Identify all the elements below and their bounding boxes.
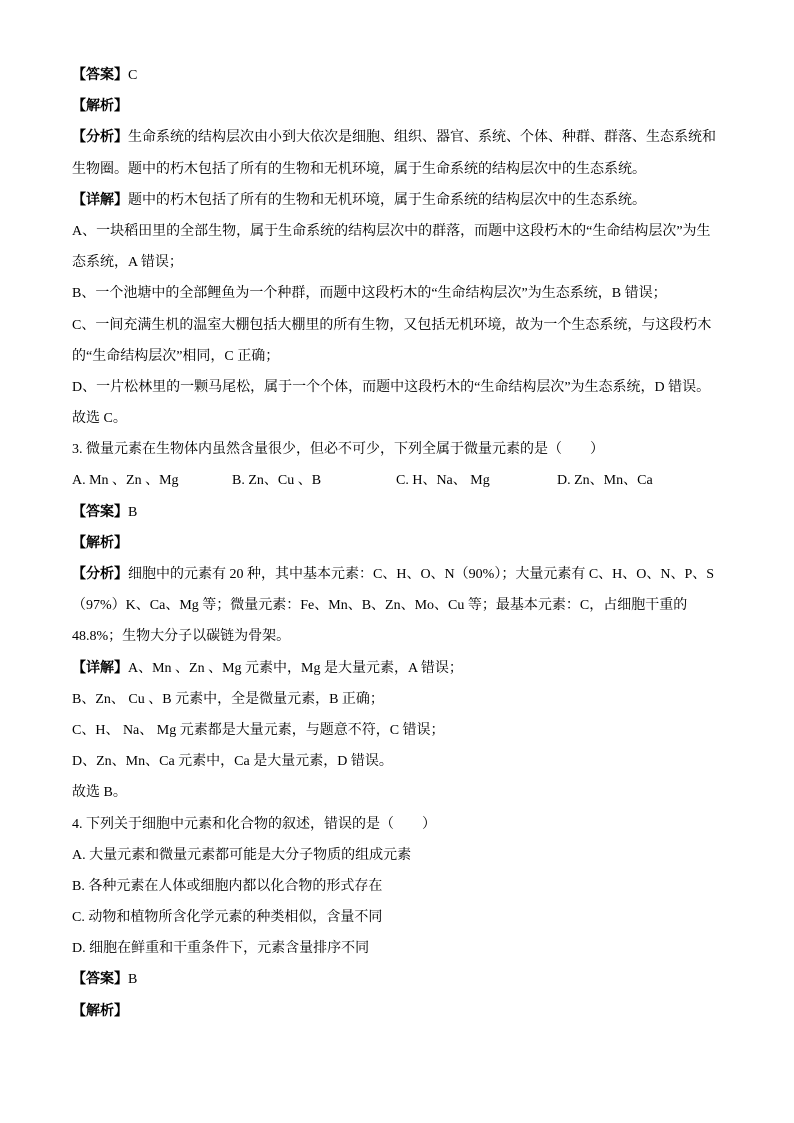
q2-analysis-heading: 【解析】: [72, 99, 128, 115]
fenxi-label: 【分析】: [72, 567, 128, 582]
q4-option-b: B. 各种元素在人体或细胞内都以化合物的形式存在: [72, 878, 383, 894]
q3-option-a: A. Mn 、Zn 、Mg: [72, 473, 179, 489]
q4-option-c: C. 动物和植物所含化学元素的种类相似，含量不同: [72, 910, 383, 926]
q3-option-d: D. Zn、Mn、Ca: [557, 473, 653, 489]
q2-xiangjie-line-4: B、一个池塘中的全部鲤鱼为一个种群，而题中这段朽木的“生命结构层次”为生态系统，B 错误；: [72, 286, 667, 302]
q4-answer: B: [128, 972, 138, 988]
q4-stem: 4. 下列关于细胞中元素和化合物的叙述，错误的是（ ）: [72, 816, 436, 832]
q2-xiangjie-line-7: D、一片松林里的一颗马尾松，属于一个个体，而题中这段朽木的“生命结构层次”为生态系统，D 错误。: [72, 379, 711, 395]
q2-answer: C: [128, 68, 138, 83]
q3-option-b: B. Zn、Cu 、B: [232, 473, 322, 489]
q3-xiangjie-text-1: A、Mn 、Zn 、Mg 元素中，Mg 是大量元素，A 错误；: [128, 660, 463, 676]
q4-option-a: A. 大量元素和微量元素都可能是大分子物质的组成元素: [72, 847, 412, 863]
q2-xiangjie-line-2: A、一块稻田里的全部生物，属于生命系统的结构层次中的群落，而题中这段朽木的“生命结构层次”为生: [72, 223, 711, 239]
q3-xiangjie-line-2: B、Zn、 Cu 、B 元素中，全是微量元素，B 正确；: [72, 691, 384, 707]
q3-stem: 3. 微量元素在生物体内虽然含量很少，但必不可少，下列全属于微量元素的是（ ）: [72, 442, 604, 458]
q3-fenxi-line-2: （97%）K、Ca、Mg 等；微量元素：Fe、Mn、B、Zn、Mo、Cu 等；最基本元素：C，占细胞干重的: [72, 598, 688, 614]
q3-xiangjie-line-3: C、H、 Na、 Mg 元素都是大量元素，与题意不符，C 错误；: [72, 722, 445, 738]
q4-answer-line: [72, 964, 724, 995]
q3-fenxi-line-3: 48.8%；生物大分子以碳链为骨架。: [72, 629, 291, 645]
q3-analysis-heading: 【解析】: [72, 535, 128, 551]
answer-label: 【答案】: [72, 504, 128, 520]
q2-answer-line: [72, 60, 724, 91]
q3-answer: B: [128, 504, 138, 520]
fenxi-label: 【分析】: [72, 130, 128, 146]
q2-conclusion: 故选 C。: [72, 411, 127, 427]
q2-fenxi-line-1: [72, 122, 724, 153]
q3-xiangjie-line-4: D、Zn、Mn、Ca 元素中，Ca 是大量元素，D 错误。: [72, 754, 393, 770]
q3-fenxi-text-1: 细胞中的元素有 20 种，其中基本元素：C、H、O、N（90%）；大量元素有 C、H、O、N、P、S: [128, 567, 715, 582]
q3-fenxi-line-1: [72, 559, 724, 590]
q2-fenxi-line-2: 生物圈。题中的朽木包括了所有的生物和无机环境，属于生命系统的结构层次中的生态系统。: [72, 161, 646, 177]
q3-answer-line: [72, 497, 724, 528]
q2-xiangjie-line-3: 态系统，A 错误；: [72, 255, 183, 271]
q3-xiangjie-line-1: [72, 653, 724, 684]
answer-label: 【答案】: [72, 68, 128, 83]
q4-analysis-heading: 【解析】: [72, 1003, 128, 1019]
q3-options: [72, 465, 724, 496]
q3-option-c: C. H、Na、 Mg: [396, 473, 490, 489]
q2-xiangjie-line-5: C、一间充满生机的温室大棚包括大棚里的所有生物，又包括无机环境，故为一个生态系统，与这段朽木: [72, 317, 712, 333]
answer-label: 【答案】: [72, 972, 128, 988]
q2-xiangjie-line-6: 的“生命结构层次”相同，C 正确；: [72, 348, 280, 364]
xiangjie-label: 【详解】: [72, 192, 128, 208]
q2-xiangjie-text-1: 题中的朽木包括了所有的生物和无机环境，属于生命系统的结构层次中的生态系统。: [128, 192, 646, 208]
q2-xiangjie-line-1: [72, 185, 724, 216]
q4-option-d: D. 细胞在鲜重和干重条件下，元素含量排序不同: [72, 941, 370, 957]
q2-fenxi-text-1: 生命系统的结构层次由小到大依次是细胞、组织、器官、系统、个体、种群、群落、生态系统和: [128, 130, 716, 146]
xiangjie-label: 【详解】: [72, 660, 128, 676]
q3-conclusion: 故选 B。: [72, 785, 127, 801]
